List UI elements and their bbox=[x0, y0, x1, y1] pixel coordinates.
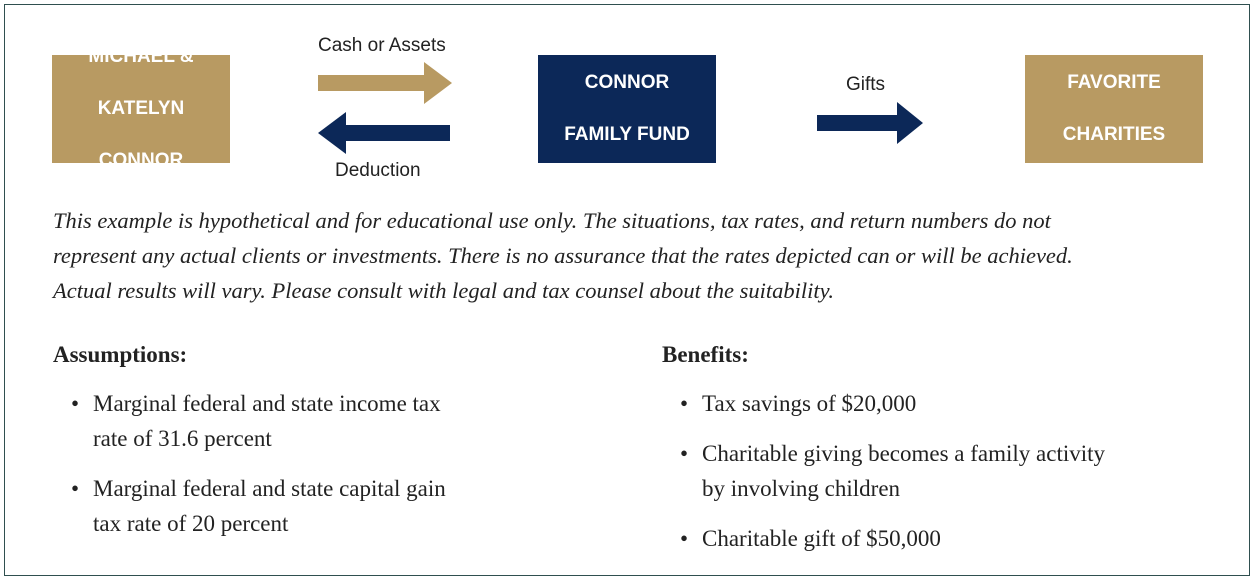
bullet-icon: • bbox=[680, 391, 689, 416]
list-item bbox=[662, 521, 1222, 556]
list-item-line1: Tax savings of $20,000 bbox=[702, 391, 917, 416]
gifts-label: Gifts bbox=[846, 74, 886, 95]
list-item-line1: Marginal federal and state income tax bbox=[93, 391, 441, 416]
donors-box-line3: CONNOR bbox=[98, 150, 184, 171]
benefits-section bbox=[662, 340, 1222, 571]
list-item bbox=[662, 386, 1222, 421]
bullet-icon: • bbox=[71, 391, 80, 416]
disclaimer-line3: Actual results will vary. Please consult with legal and tax counsel about the suitability. bbox=[53, 278, 834, 303]
list-item-line1: Marginal federal and state capital gain bbox=[93, 476, 446, 501]
donors-box bbox=[52, 46, 230, 171]
list-item bbox=[53, 471, 573, 541]
benefits-list bbox=[662, 386, 1222, 556]
charities-box-line1: FAVORITE bbox=[1067, 72, 1161, 93]
bullet-icon: • bbox=[680, 526, 689, 551]
bullet-icon: • bbox=[680, 441, 689, 466]
disclaimer-line1: This example is hypothetical and for educational use only. The situations, tax rates, and return numbers do not bbox=[53, 208, 1051, 233]
list-item-line2: by involving children bbox=[702, 476, 901, 501]
list-item-line1: Charitable giving becomes a family activity bbox=[702, 441, 1106, 466]
deduction-left-arrow bbox=[318, 112, 450, 154]
list-item bbox=[53, 386, 573, 456]
donors-box-line1: MICHAEL & bbox=[88, 46, 194, 67]
list-item-line2: tax rate of 20 percent bbox=[93, 511, 289, 536]
disclaimer-line2: represent any actual clients or investments. There is no assurance that the rates depicted can or will be achieved. bbox=[53, 243, 1073, 268]
family-fund-box-line1: CONNOR bbox=[584, 72, 670, 93]
gifts-right-arrow bbox=[817, 102, 923, 144]
assumptions-list bbox=[53, 386, 573, 541]
benefits-heading: Benefits: bbox=[662, 342, 749, 367]
disclaimer bbox=[53, 203, 1223, 308]
list-item-line2: rate of 31.6 percent bbox=[93, 426, 272, 451]
cash-or-assets-label: Cash or Assets bbox=[318, 35, 446, 56]
assumptions-heading: Assumptions: bbox=[53, 342, 188, 367]
list-item bbox=[662, 436, 1222, 506]
family-fund-box bbox=[538, 55, 716, 163]
bullet-icon: • bbox=[71, 476, 80, 501]
family-fund-box-line2: FAMILY FUND bbox=[564, 124, 690, 145]
assumptions-section bbox=[53, 340, 573, 556]
charities-box-line2: CHARITIES bbox=[1062, 124, 1166, 145]
donors-box-line2: KATELYN bbox=[97, 98, 185, 119]
cash-right-arrow bbox=[318, 62, 452, 104]
list-item-line1: Charitable gift of $50,000 bbox=[702, 526, 941, 551]
deduction-label: Deduction bbox=[335, 160, 421, 181]
charities-box bbox=[1025, 55, 1203, 163]
